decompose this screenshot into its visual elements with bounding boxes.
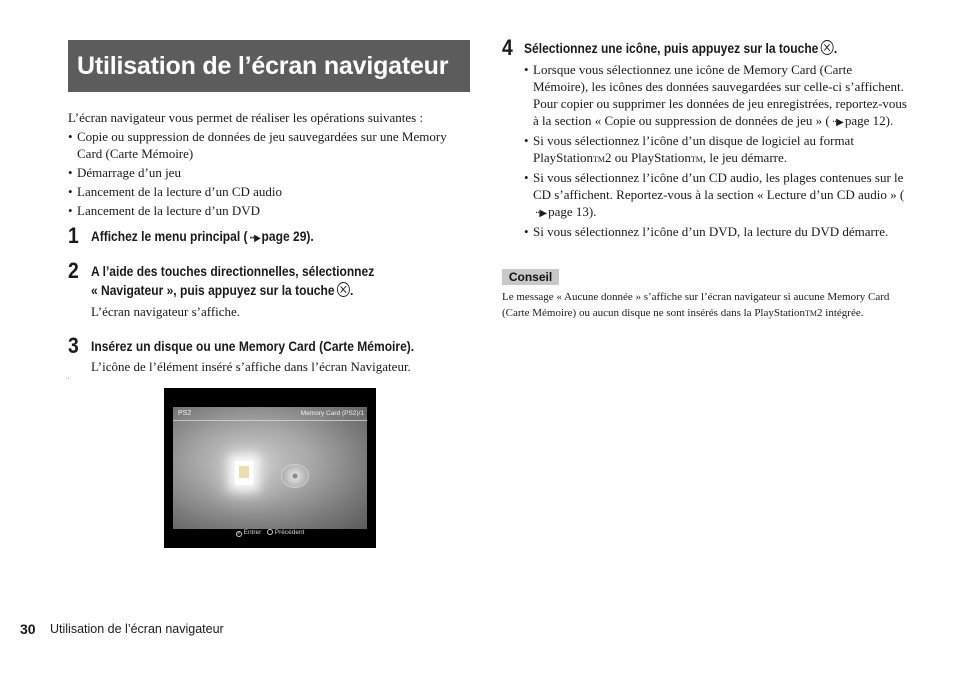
cross-button-icon — [821, 40, 834, 55]
circle-control-icon — [267, 529, 273, 535]
page-ref-arrow-icon: ··▶ — [249, 233, 260, 244]
intro-bullet: • Lancement de la lecture d’un CD audio — [68, 183, 473, 200]
disc-icon — [281, 464, 309, 488]
step-2-number: 2 — [68, 258, 79, 283]
step-4-bullet — [524, 61, 909, 131]
step-2-heading-line-2 — [91, 281, 374, 300]
step-4-heading-text: Sélectionnez une icône, puis appuyez sur la touche — [524, 40, 819, 56]
intro-bullet: • Lancement de la lecture d’un DVD — [68, 202, 473, 219]
step-4-bullet-text: , le jeu démarre. — [702, 150, 787, 165]
step-2-heading-end: . — [350, 282, 354, 298]
memory-card-icon — [235, 461, 253, 485]
enter-label: Entrer — [243, 529, 262, 536]
step-4-bullet-text: 2 ou PlayStation — [604, 150, 691, 165]
intro-bullet-list — [68, 128, 473, 219]
step-1-page-ref[interactable]: page 29). — [261, 228, 314, 244]
step-2-heading-text: « Navigateur », puis appuyez sur la touche — [91, 282, 335, 298]
tip-label: Conseil — [502, 269, 559, 285]
page-ref-link[interactable]: page 12). — [844, 113, 894, 128]
step-1-heading-text: Affichez le menu principal ( — [91, 228, 248, 244]
step-4-heading — [524, 39, 837, 58]
tip-text-part: 2 intégrée. — [817, 307, 864, 319]
step-4-heading-end: . — [833, 40, 838, 56]
step-4-bullet-list — [524, 60, 909, 240]
step-4-number: 4 — [502, 35, 513, 60]
step-3-number: 3 — [68, 333, 79, 358]
step-1-number: 1 — [68, 223, 79, 248]
cross-control-icon: × — [237, 531, 241, 537]
step-4-bullet-text: Si vous sélectionnez l’icône d’un CD audio, les plages contenues sur le CD s’affichent. Reportez-vous à la section « Lecture d’un CD audio » ( — [533, 170, 905, 202]
navigator-header-right: Memory Card (PS2)/1 — [300, 410, 364, 417]
page-ref-arrow-icon: ··▶ — [831, 117, 843, 128]
step-2-body: L’écran navigateur s’affiche. — [91, 304, 241, 319]
back-label: Précédent — [274, 529, 305, 536]
step-1-heading — [91, 227, 314, 248]
step-4-bullet: • Si vous sélectionnez l’icône d’un DVD, la lecture du DVD démarre. — [524, 223, 909, 240]
page-number: 30 — [20, 621, 36, 637]
footer-section-title: Utilisation de l’écran navigateur — [50, 622, 224, 636]
page-ref-arrow-icon: ··▶ — [535, 208, 547, 219]
navigator-header-left: PS2 — [178, 410, 192, 417]
step-4-bullet — [524, 132, 909, 168]
intro-bullet: • Démarrage d’un jeu — [68, 164, 473, 181]
navigator-screenshot — [164, 388, 376, 548]
navigator-footer — [164, 529, 376, 537]
step-4-bullet-text: Lorsque vous sélectionnez une icône de Memory Card (Carte Mémoire), les icônes des données sauvegardées sur celle-ci s’affichent. Pour copier ou supprimer les données de jeu enregistrées, reportez-vous à la section « Copie ou suppression de données de jeu » ( — [533, 62, 907, 128]
margin-mark — [68, 378, 69, 379]
intro-text: L’écran navigateur vous permet de réaliser les opérations suivantes : — [68, 110, 424, 125]
trademark-mark: TM — [592, 155, 605, 164]
navigator-screen-background — [173, 407, 367, 529]
intro-bullet: • Copie ou suppression de données de jeu sauvegardées sur une Memory Card (Carte Mémoire) — [68, 128, 473, 162]
trademark-mark: TM — [690, 155, 703, 164]
cross-button-icon — [337, 282, 350, 297]
page-ref-link[interactable]: page 13). — [548, 204, 597, 219]
tip-text-part: Le message « Aucune donnée » s’affiche sur l’écran navigateur si aucune Memory Card (Carte Mémoire) ou aucun disque ne sont insérés dans la PlayStation — [502, 291, 890, 319]
step-3-heading: Insérez un disque ou une Memory Card (Carte Mémoire). — [91, 338, 415, 354]
step-4-bullet — [524, 169, 909, 222]
step-2-heading-line-1: A l’aide des touches directionnelles, sélectionnez — [91, 263, 375, 279]
page-title: Utilisation de l’écran navigateur — [68, 40, 470, 92]
intro-section — [68, 109, 473, 219]
step-3-body: L’icône de l’élément inséré s’affiche dans l’écran Navigateur. — [91, 359, 411, 374]
step-2-heading — [91, 262, 374, 300]
trademark-mark: TM — [805, 309, 818, 318]
navigator-header-divider — [173, 420, 367, 421]
step-4-bullet-text: Si vous sélectionnez l’icône d’un disque de logiciel au format PlayStation — [533, 133, 854, 165]
tip-text — [502, 289, 907, 322]
